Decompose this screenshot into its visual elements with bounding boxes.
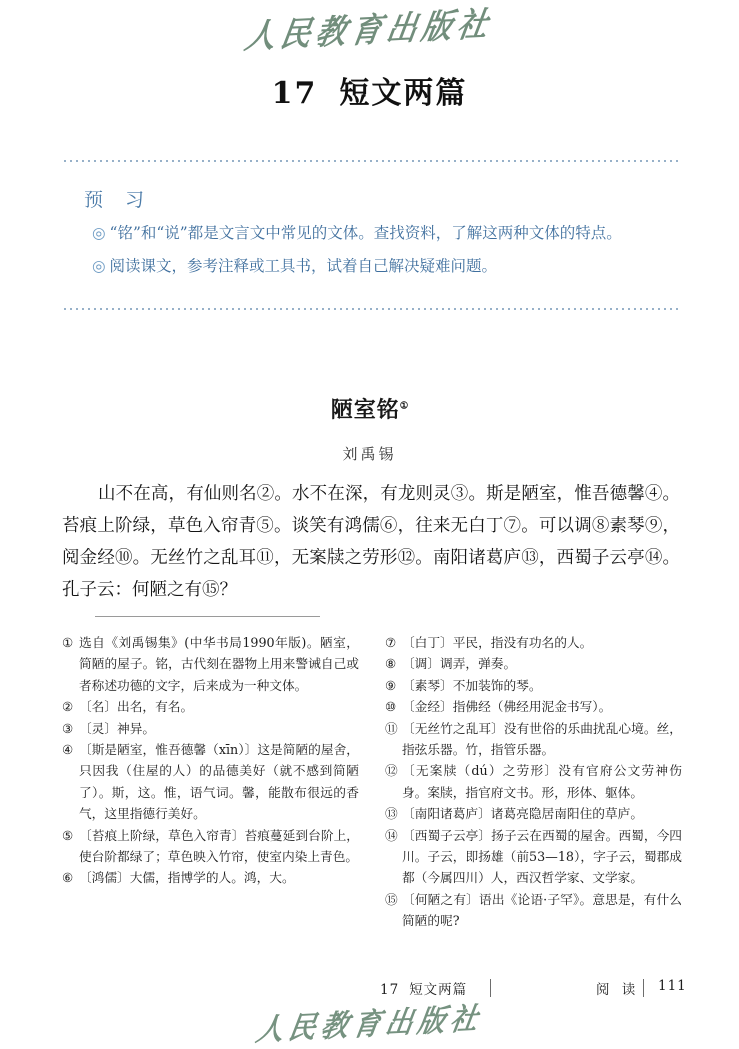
footnote-item bbox=[62, 867, 359, 888]
footnote-item bbox=[385, 696, 682, 717]
footnote-text: 〔白丁〕平民，指没有功名的人。 bbox=[402, 635, 593, 650]
footnote-marker: ⑮ bbox=[385, 891, 398, 907]
footnote-item bbox=[385, 675, 682, 696]
footnote-item bbox=[385, 889, 682, 932]
publisher-logo-bottom bbox=[0, 1000, 739, 1048]
preview-item bbox=[62, 218, 679, 249]
page-number: 111 bbox=[658, 978, 687, 994]
footnote-item bbox=[62, 739, 359, 825]
footnote-text: 〔斯是陋室，惟吾德馨（xīn）〕这是简陋的屋舍，只因我（住屋的人）的品德美好（就不感到简陋了）。斯，这。惟，语气词。馨，能散布很远的香气，这里指德行美好。 bbox=[79, 742, 359, 822]
footnote-item bbox=[62, 632, 359, 696]
lesson-body-text: 山不在高，有仙则名②。水不在深，有龙则灵③。斯是陋室，惟吾德馨④。苔痕上阶绿，草色入帘青⑤。谈笑有鸿儒⑥，往来无白丁⑦。可以调⑧素琴⑨，阅金经⑩。无丝竹之乱耳⑪，无案牍之劳形⑫。南阳诸葛庐⑬，西蜀子云亭⑭。孔子云：何陋之有⑮？ bbox=[62, 484, 680, 600]
footer-chapter-title: 短文两篇 bbox=[409, 982, 468, 998]
page-title bbox=[0, 68, 739, 112]
publisher-logo-text: 人民教育出版社 bbox=[253, 1001, 485, 1048]
footnote-item bbox=[385, 760, 682, 803]
lesson-title bbox=[0, 393, 739, 424]
footnote-marker: ④ bbox=[62, 742, 74, 758]
footnote-marker: ⑥ bbox=[62, 870, 74, 886]
footnote-item bbox=[385, 825, 682, 889]
footnote-ref: ① bbox=[399, 400, 409, 412]
footnote-marker: ⑤ bbox=[62, 827, 74, 843]
footnote-text: 〔苔痕上阶绿，草色入帘青〕苔痕蔓延到台阶上，使台阶都绿了；草色映入竹帘，使室内染上青色。 bbox=[79, 827, 359, 865]
footer-divider-1 bbox=[490, 979, 491, 997]
footnote-marker: ② bbox=[62, 699, 74, 715]
footnote-text: 〔灵〕神异。 bbox=[79, 720, 156, 736]
preview-item bbox=[62, 251, 679, 282]
page-footer bbox=[0, 978, 739, 1000]
footnote-text: 〔素琴〕不加装饰的琴。 bbox=[402, 677, 542, 693]
footnote-marker: ⑩ bbox=[385, 699, 397, 715]
footnote-marker: ⑨ bbox=[385, 677, 397, 693]
preview-heading: 预 习 bbox=[84, 189, 153, 211]
footnote-text: 〔西蜀子云亭〕扬子云在西蜀的屋舍。西蜀，今四川。子云，即扬雄（前53—18），字子云，蜀郡成都（今属四川）人，西汉哲学家、文学家。 bbox=[402, 827, 682, 886]
footnote-column-right bbox=[385, 632, 682, 932]
footnote-item bbox=[385, 632, 682, 653]
footnote-divider bbox=[95, 616, 320, 617]
footnote-item bbox=[385, 803, 682, 824]
footnote-marker: ⑬ bbox=[385, 806, 398, 822]
footnote-text: 〔鸿儒〕大儒，指博学的人。鸿，大。 bbox=[79, 870, 295, 886]
footnote-item bbox=[385, 653, 682, 674]
footnote-marker: ⑪ bbox=[385, 720, 398, 736]
footnote-marker: ⑫ bbox=[385, 763, 398, 779]
footnote-marker: ⑧ bbox=[385, 656, 397, 672]
footnote-text: 〔调〕调弄，弹奏。 bbox=[402, 656, 517, 672]
preview-item-text: “铭”和“说”都是文言文中常见的文体。查找资料，了解这两种文体的特点。 bbox=[109, 224, 622, 242]
footnote-text: 〔名〕出名，有名。 bbox=[79, 699, 194, 715]
footnote-text: 〔何陋之有〕语出《论语·子罕》。意思是，有什么简陋的呢? bbox=[402, 891, 682, 929]
footnote-marker: ① bbox=[62, 635, 74, 650]
preview-item-text: 阅读课文，参考注释或工具书，试着自己解决疑难问题。 bbox=[109, 257, 498, 275]
footnote-text: 〔无丝竹之乱耳〕没有世俗的乐曲扰乱心境。丝，指弦乐器。竹，指管乐器。 bbox=[402, 720, 682, 758]
footer-chapter-number: 17 bbox=[380, 982, 400, 998]
footnote-item bbox=[385, 718, 682, 761]
footnotes-section bbox=[62, 632, 682, 932]
footnote-text: 〔南阳诸葛庐〕诸葛亮隐居南阳住的草庐。 bbox=[402, 806, 644, 822]
footnote-marker: ⑭ bbox=[385, 827, 398, 843]
footnote-item bbox=[62, 825, 359, 868]
footnote-text: 选自《刘禹锡集》(中华书局1990年版)。陋室，简陋的屋子。铭，古代刻在器物上用来警诫自己或者称述功德的文字，后来成为一种文体。 bbox=[79, 635, 359, 693]
preview-bottom-divider bbox=[62, 308, 679, 310]
footer-section-label: 阅 读 bbox=[596, 982, 640, 998]
footnote-column-left bbox=[62, 632, 359, 932]
lesson-title-text: 陋室铭 bbox=[330, 397, 400, 423]
preview-section bbox=[62, 160, 679, 310]
chapter-number: 17 bbox=[271, 76, 318, 111]
chapter-title-text: 短文两篇 bbox=[339, 76, 468, 111]
publisher-logo-text: 人民教育出版社 bbox=[242, 4, 496, 57]
preview-top-divider bbox=[62, 160, 679, 162]
footnote-marker: ⑦ bbox=[385, 635, 397, 650]
lesson-author: 刘禹锡 bbox=[342, 445, 397, 463]
bullet-icon: ◎ bbox=[92, 224, 106, 242]
publisher-logo-top bbox=[0, 4, 739, 57]
bullet-icon: ◎ bbox=[92, 257, 106, 275]
footnote-text: 〔金经〕指佛经（佛经用泥金书写）。 bbox=[402, 699, 612, 715]
footnote-marker: ③ bbox=[62, 720, 74, 736]
footnote-text: 〔无案牍（dú）之劳形〕没有官府公文劳神伤身。案牍，指官府文书。形，形体、躯体。 bbox=[402, 763, 682, 800]
footnote-item bbox=[62, 696, 359, 717]
footer-divider-2 bbox=[643, 979, 644, 997]
footnote-item bbox=[62, 718, 359, 739]
